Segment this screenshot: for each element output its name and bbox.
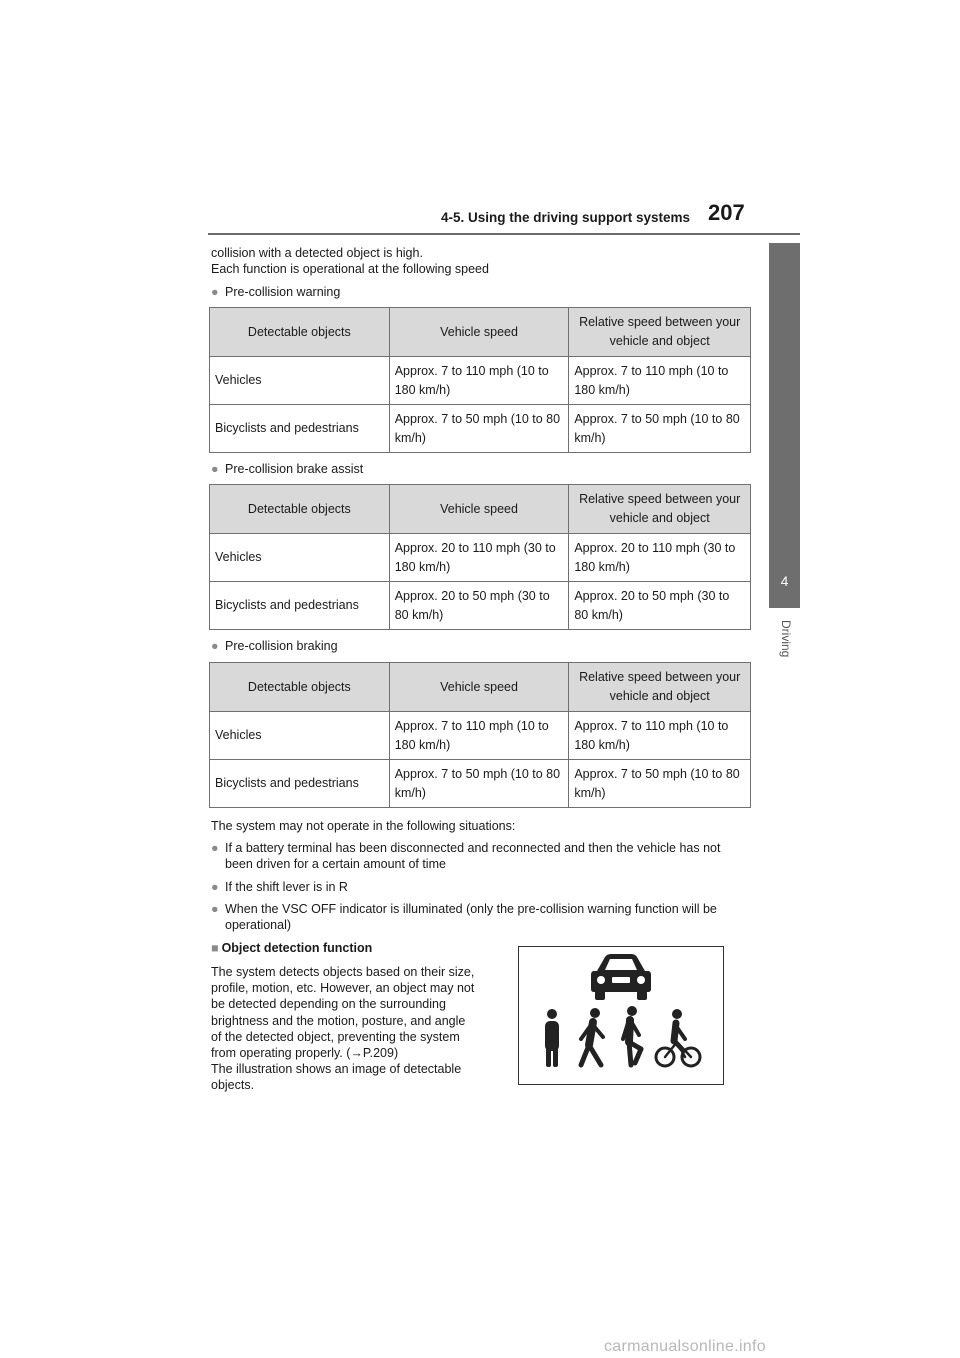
- detectable-objects-illustration: [518, 946, 724, 1085]
- header-relative-speed: Relative speed between your vehicle and object: [569, 308, 751, 357]
- watermark: carmanualsonline.info: [604, 1338, 766, 1355]
- table-pre-collision-warning: [209, 307, 751, 453]
- table-pre-collision-braking: [209, 662, 751, 808]
- header-detectable-objects: Detectable objects: [210, 663, 390, 712]
- table-row: [210, 405, 751, 453]
- header-vehicle-speed: Vehicle speed: [389, 308, 569, 357]
- header-detectable-objects: Detectable objects: [210, 485, 390, 534]
- situation-item: [211, 901, 751, 933]
- object-detection-body: [211, 964, 476, 1094]
- table-cell: Approx. 7 to 50 mph (10 to 80 km/h): [389, 760, 569, 808]
- chapter-number: 4: [780, 573, 789, 589]
- detectable-objects-svg: [519, 947, 723, 1084]
- bullet-dot-icon: ●: [211, 462, 219, 476]
- situation-item: [211, 879, 751, 895]
- bullet-label: Pre-collision warning: [225, 285, 341, 299]
- table-header-row: [210, 485, 751, 534]
- table-row: [210, 760, 751, 808]
- table-cell: Approx. 7 to 110 mph (10 to 180 km/h): [389, 712, 569, 760]
- intro-line-2: Each function is operational at the following speed: [211, 262, 489, 276]
- page-number: 207: [708, 200, 745, 225]
- table-cell: Bicyclists and pedestrians: [210, 760, 390, 808]
- bullet-pre-collision-brake-assist: [211, 461, 363, 477]
- table-header-row: [210, 308, 751, 357]
- table-cell: Approx. 7 to 110 mph (10 to 180 km/h): [569, 712, 751, 760]
- table-cell: Approx. 7 to 50 mph (10 to 80 km/h): [569, 760, 751, 808]
- header-detectable-objects: Detectable objects: [210, 308, 390, 357]
- header-relative-speed: Relative speed between your vehicle and object: [569, 485, 751, 534]
- table-cell: Vehicles: [210, 534, 390, 582]
- header-relative-speed: Relative speed between your vehicle and object: [569, 663, 751, 712]
- chapter-tab: [769, 243, 800, 608]
- square-bullet-icon: ■: [211, 941, 219, 955]
- table-row: [210, 357, 751, 405]
- header-vehicle-speed: Vehicle speed: [389, 485, 569, 534]
- table-pre-collision-brake-assist: [209, 484, 751, 630]
- bullet-pre-collision-warning: [211, 284, 340, 300]
- situation-text: When the VSC OFF indicator is illuminated (only the pre-collision warning function will be operational): [225, 902, 717, 932]
- table-header-row: [210, 663, 751, 712]
- table-cell: Vehicles: [210, 357, 390, 405]
- pedestrian-standing-icon: [545, 1009, 559, 1067]
- bullet-dot-icon: ●: [211, 880, 219, 894]
- table-row: [210, 582, 751, 630]
- table-cell: Approx. 20 to 110 mph (30 to 180 km/h): [389, 534, 569, 582]
- table-cell: Bicyclists and pedestrians: [210, 405, 390, 453]
- bullet-label: Pre-collision brake assist: [225, 462, 364, 476]
- table-cell: Approx. 7 to 50 mph (10 to 80 km/h): [389, 405, 569, 453]
- bicyclist-icon: [656, 1009, 700, 1066]
- table-row: [210, 534, 751, 582]
- table-cell: Approx. 20 to 50 mph (30 to 80 km/h): [569, 582, 751, 630]
- bullet-dot-icon: ●: [211, 285, 219, 299]
- situation-text: If the shift lever is in R: [225, 880, 348, 894]
- pedestrian-running-icon: [623, 1006, 641, 1065]
- situation-item: [211, 840, 751, 872]
- pedestrian-walking-icon: [581, 1008, 603, 1065]
- table-cell: Approx. 20 to 110 mph (30 to 180 km/h): [569, 534, 751, 582]
- header-rule: [208, 233, 800, 235]
- object-detection-illustration-note: The illustration shows an image of detectable objects.: [211, 1062, 462, 1093]
- header-vehicle-speed: Vehicle speed: [389, 663, 569, 712]
- car-icon: [591, 954, 651, 1000]
- object-detection-heading-text: Object detection function: [221, 941, 373, 955]
- table-cell: Bicyclists and pedestrians: [210, 582, 390, 630]
- bullet-dot-icon: ●: [211, 902, 219, 916]
- table-cell: Approx. 7 to 50 mph (10 to 80 km/h): [569, 405, 751, 453]
- table-cell: Approx. 7 to 110 mph (10 to 180 km/h): [389, 357, 569, 405]
- bullet-dot-icon: ●: [211, 841, 219, 855]
- bullet-pre-collision-braking: [211, 638, 338, 654]
- table-cell: Approx. 20 to 50 mph (30 to 80 km/h): [389, 582, 569, 630]
- object-detection-description: The system detects objects based on their size, profile, motion, etc. However, an object may not be detected depending on the surrounding brightness and the motion, posture, and angle of the detected object, preventing the system from operating properly. (→P.209): [211, 965, 475, 1061]
- object-detection-heading: [211, 941, 372, 955]
- situation-text: If a battery terminal has been disconnected and reconnected and then the vehicle has not been driven for a certain amount of time: [225, 841, 721, 871]
- bullet-dot-icon: ●: [211, 639, 219, 653]
- intro-line-1: collision with a detected object is high.: [211, 246, 423, 260]
- table-row: [210, 712, 751, 760]
- chapter-label: Driving: [779, 620, 793, 658]
- bullet-label: Pre-collision braking: [225, 639, 338, 653]
- table-cell: Vehicles: [210, 712, 390, 760]
- section-title: 4-5. Using the driving support systems: [440, 210, 690, 225]
- situations-intro: The system may not operate in the following situations:: [211, 819, 516, 833]
- table-cell: Approx. 7 to 110 mph (10 to 180 km/h): [569, 357, 751, 405]
